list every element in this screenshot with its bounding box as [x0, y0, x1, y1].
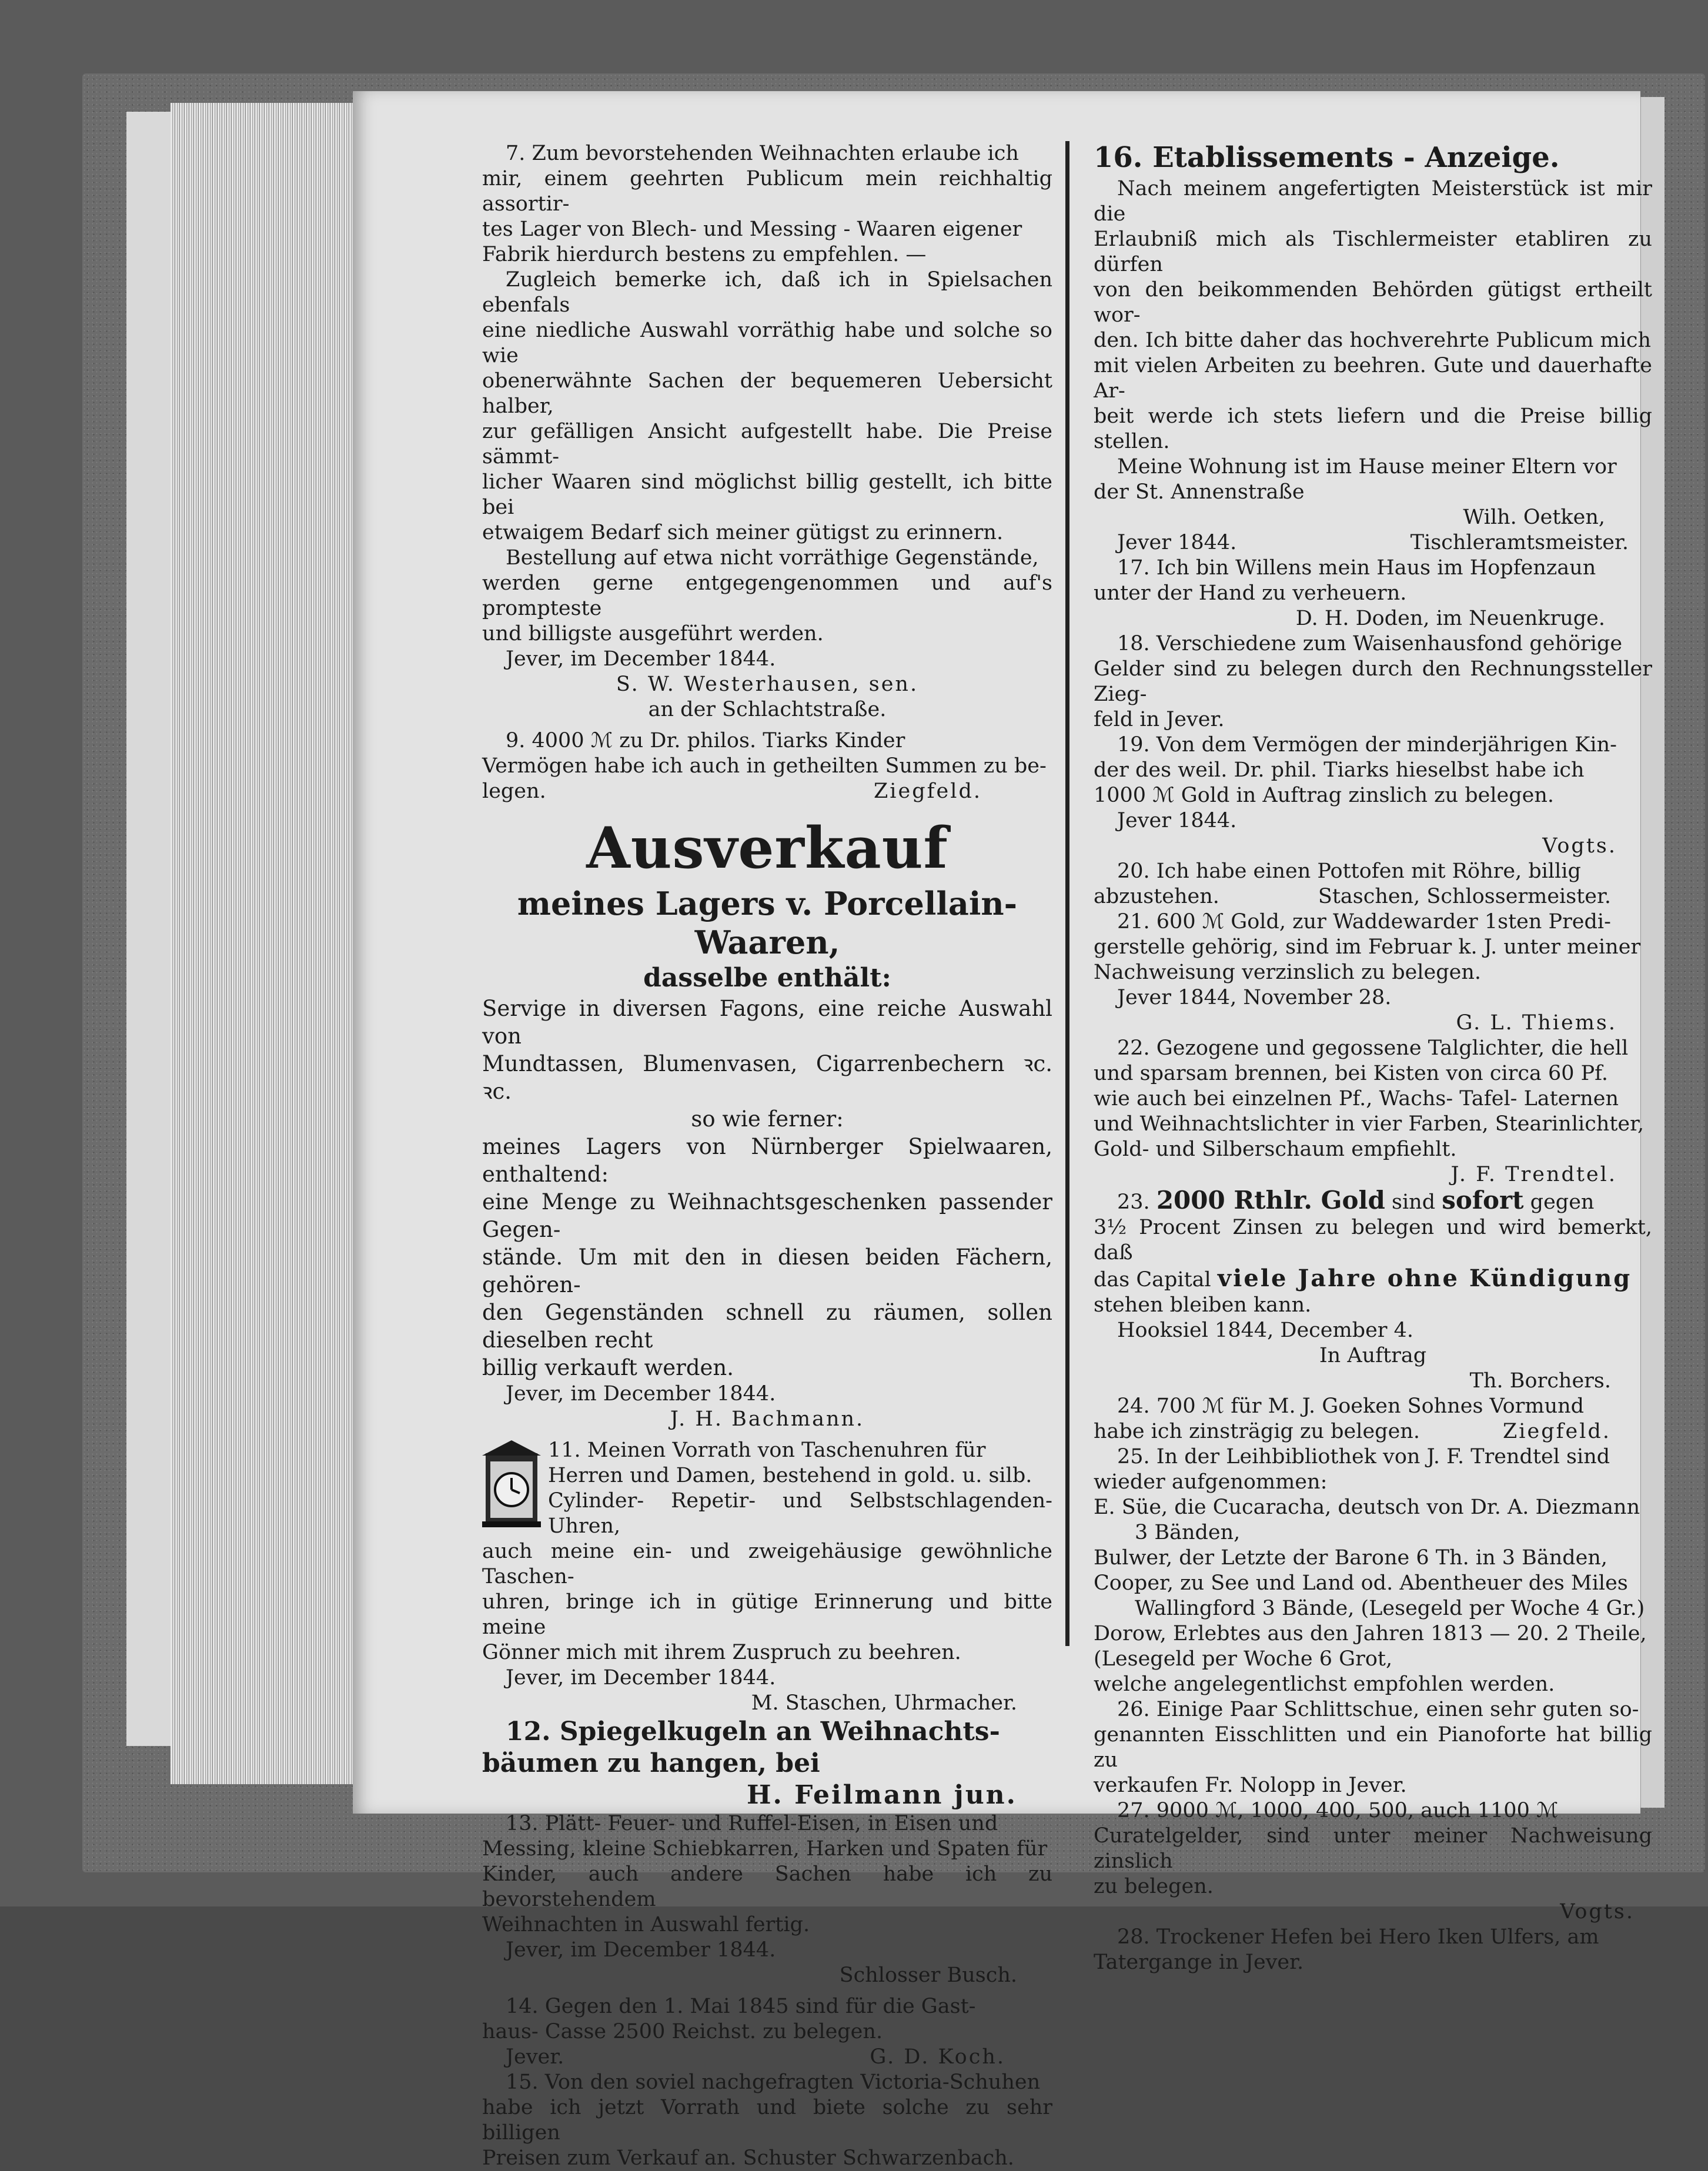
ad-text: 18. Verschiedene zum Waisenhausfond gehörige: [1117, 632, 1623, 655]
ad-24: [1094, 1394, 1652, 1444]
ad-text: zu belegen.: [1094, 1875, 1214, 1898]
ad-text: 17. Ich bin Willens mein Haus im Hopfenzaun: [1117, 556, 1596, 580]
ad-15: [482, 2070, 1052, 2171]
ad-text: von den beikommenden Behörden gütigst ertheilt wor-: [1094, 278, 1652, 327]
ad-signature: H. Feilmann jun.: [746, 1780, 1017, 1810]
ad-text: 1000 ℳ Gold in Auftrag zinslich zu belegen.: [1094, 784, 1555, 807]
right-column: [1094, 141, 1652, 1975]
ad-text: Bestellung auf etwa nicht vorräthige Gegenstände,: [506, 546, 1039, 570]
ad-text: Messing, kleine Schiebkarren, Harken und Spaten für: [482, 1837, 1048, 1861]
ad-text: 24. 700 ℳ für M. J. Goeken Sohnes Vormund: [1117, 1394, 1585, 1418]
ad-text: Jever 1844. Tischleramtsmeister.: [1094, 530, 1652, 556]
ad-text: und sparsam brennen, bei Kisten von circa 60 Pf.: [1094, 1062, 1609, 1085]
column-rule: [1065, 141, 1069, 1646]
ad-text: 20. Ich habe einen Pottofen mit Röhre, billig: [1117, 859, 1581, 883]
ad-text: 15. Von den soviel nachgefragten Victoria-Schuhen: [506, 2070, 1041, 2094]
ad-19: [1094, 732, 1652, 859]
ad-21: [1094, 909, 1652, 1036]
ad-text: licher Waaren sind möglichst billig gestellt, ich bitte bei: [482, 470, 1052, 519]
ad-text: 13. Plätt- Feuer- und Ruffel-Eisen, in Eisen und: [506, 1812, 998, 1835]
ad-text: welche angelegentlichst empfohlen werden.: [1094, 1672, 1555, 1696]
ad-text: den. Ich bitte daher das hochverehrte Publicum mich: [1094, 329, 1652, 352]
page-edges: [171, 103, 359, 1784]
ad-signature: Schlosser Busch.: [839, 1963, 1017, 1987]
ad-11: [482, 1438, 1052, 1716]
ad-text: Servige in diversen Fagons, eine reiche Auswahl von: [482, 996, 1052, 1049]
ad-date: Jever 1844, November 28.: [1117, 986, 1392, 1009]
ad-signature: Tischleramtsmeister.: [1410, 531, 1629, 554]
ad-text: In Auftrag: [1319, 1344, 1427, 1367]
ad-text: 25. In der Leihbibliothek von J. F. Trendtel sind: [1117, 1445, 1610, 1468]
ad-text: den Gegenständen schnell zu räumen, sollen dieselben recht: [482, 1300, 1052, 1353]
ad-signature: Wilh. Oetken,: [1463, 506, 1605, 529]
ad-text: 21. 600 ℳ Gold, zur Waddewarder 1sten Predi-: [1117, 910, 1611, 934]
ad-9: [482, 728, 1052, 804]
ad-text: Weihnachten in Auswahl fertig.: [482, 1913, 810, 1936]
ad-text: Tatergange in Jever.: [1094, 1951, 1304, 1974]
ad-signature: Th. Borchers.: [1469, 1369, 1611, 1393]
ad-text: habe ich zinsträgig zu belegen. Ziegfeld.: [1094, 1419, 1652, 1444]
ad-text: Zugleich bemerke ich, daß ich in Spielsachen ebenfals: [482, 268, 1052, 317]
ad-signature: G. D. Koch.: [870, 2045, 1005, 2069]
left-column: [482, 141, 1052, 2171]
ad-27: [1094, 1798, 1652, 1925]
ad-text: auch meine ein- und zweigehäusige gewöhnliche Taschen-: [482, 1540, 1052, 1588]
ad-date: Jever 1844.: [1117, 809, 1237, 832]
ad-text: Nach meinem angefertigten Meisterstück ist mir die: [1094, 177, 1652, 226]
ad-text: habe ich jetzt Vorrath und biete solche zu sehr billigen: [482, 2096, 1052, 2145]
ad-text: haus- Casse 2500 Reichst. zu belegen.: [482, 2020, 883, 2043]
ausverkauf-subtitle: meines Lagers v. Porcellain-Waaren,: [517, 885, 1018, 961]
ad-25: [1094, 1444, 1652, 1697]
ad-14: [482, 1994, 1052, 2070]
ad-text: Dorow, Erlebtes aus den Jahren 1813 — 20. 2 Theile,: [1094, 1622, 1647, 1645]
ad-17: [1094, 556, 1652, 631]
ad-text: werden gerne entgegengenommen und auf's prompteste: [482, 571, 1052, 620]
ad-20: [1094, 859, 1652, 909]
ad-text: 28. Trockener Hefen bei Hero Iken Ulfers, am: [1117, 1925, 1599, 1949]
ad-text: etwaigem Bedarf sich meiner gütigst zu erinnern.: [482, 521, 1004, 544]
ad-date: Hooksiel 1844, December 4.: [1117, 1319, 1414, 1342]
ad-7: [482, 141, 1052, 722]
ad-signature: an der Schlachtstraße.: [648, 698, 887, 721]
ad-ausverkauf: [482, 816, 1052, 1432]
ad-signature: D. H. Doden, im Neuenkruge.: [1295, 607, 1605, 630]
ad-text: legen. Ziegfeld.: [482, 779, 1052, 804]
ad-text: meines Lagers von Nürnberger Spielwaaren, enthaltend:: [482, 1134, 1052, 1187]
ad-text: uhren, bringe ich in gütige Erinnerung und bitte meine: [482, 1590, 1052, 1639]
ad-date: Jever, im December 1844.: [506, 1938, 776, 1962]
ad-text: Gönner mich mit ihrem Zuspruch zu beehren.: [482, 1641, 961, 1664]
ad-text: beit werde ich stets liefern und die Preise billig stellen.: [1094, 404, 1652, 453]
ad-signature: Staschen, Schlossermeister.: [1318, 885, 1611, 908]
ad-text: E. Süe, die Cucaracha, deutsch von Dr. A. Diezmann: [1094, 1496, 1640, 1519]
ad-13: [482, 1811, 1052, 1988]
ad-text: Fabrik hierdurch bestens zu empfehlen. —: [482, 243, 927, 266]
ad-text: 3 Bänden,: [1135, 1521, 1241, 1544]
ad-text: Preisen zum Verkauf an. Schuster Schwarzenbach.: [482, 2146, 1014, 2170]
ad-26: [1094, 1697, 1652, 1798]
ad-date: Jever, im December 1844.: [506, 1666, 776, 1690]
ad-text: Nachweisung verzinslich zu belegen.: [1094, 961, 1482, 984]
ad-date: Jever, im December 1844.: [506, 647, 776, 671]
ad-text: gerstelle gehörig, sind im Februar k. J. unter meiner: [1094, 935, 1641, 959]
ausverkauf-subtitle: dasselbe enthält:: [643, 963, 891, 993]
ad-signature: Ziegfeld.: [1502, 1420, 1611, 1443]
ad-text: mit vielen Arbeiten zu beehren. Gute und dauerhafte Ar-: [1094, 354, 1652, 403]
ad-text: das Capital viele Jahre ohne Kündigung: [1094, 1265, 1632, 1292]
ad-text: Herren und Damen, bestehend in gold. u. silb.: [548, 1464, 1032, 1487]
ad-text: Erlaubniß mich als Tischlermeister etabliren zu dürfen: [1094, 228, 1652, 276]
ad-text: 9. 4000 ℳ zu Dr. philos. Tiarks Kinder: [506, 729, 905, 752]
ad-text: 26. Einige Paar Schlittschue, einen sehr guten so-: [1117, 1698, 1639, 1721]
ad-text: Jever. G. D. Koch.: [482, 2045, 1052, 2070]
ad-text: 11. Meinen Vorrath von Taschenuhren für: [548, 1439, 986, 1462]
ad-text: Bulwer, der Letzte der Barone 6 Th. in 3 Bänden,: [1094, 1546, 1608, 1570]
ad-text: und Weihnachtslichter in vier Farben, Stearinlichter,: [1094, 1112, 1645, 1136]
ad-16: [1094, 141, 1652, 556]
ad-text: 23. 2000 Rthlr. Gold sind sofort gegen: [1117, 1186, 1595, 1215]
ad-text: 14. Gegen den 1. Mai 1845 sind für die Gast-: [506, 1995, 976, 2018]
ad-signature: S. W. Westerhausen, sen.: [616, 673, 919, 696]
ad-text: stände. Um mit den in diesen beiden Fächern, gehören-: [482, 1245, 1052, 1297]
ad-text: Mundtassen, Blumenvasen, Cigarrenbechern ꝛc. ꝛc.: [482, 1051, 1052, 1104]
ad-text: (Lesegeld per Woche 6 Grot,: [1094, 1647, 1393, 1671]
ad-text: stehen bleiben kann.: [1094, 1293, 1312, 1317]
ad-text: tes Lager von Blech- und Messing - Waaren eigener: [482, 218, 1022, 241]
ad-text: genannten Eisschlitten und ein Pianoforte hat billig zu: [1094, 1723, 1652, 1772]
ad-text: billig verkauft werden.: [482, 1355, 734, 1380]
ad-text: Cooper, zu See und Land od. Abentheuer des Miles: [1094, 1571, 1628, 1595]
ad-signature: J. H. Bachmann.: [670, 1407, 865, 1431]
ad-text: bäumen zu hangen, bei: [482, 1748, 820, 1778]
ad-signature: J. F. Trendtel.: [1450, 1163, 1617, 1186]
ad-signature: Vogts.: [1560, 1900, 1635, 1924]
ad-text: Gold- und Silberschaum empfiehlt.: [1094, 1138, 1457, 1161]
ad-heading: 16. Etablissements - Anzeige.: [1094, 141, 1560, 174]
ad-text: 7. Zum bevorstehenden Weihnachten erlaube ich: [506, 142, 1019, 165]
ad-signature: Vogts.: [1542, 834, 1617, 858]
ad-text: zur gefälligen Ansicht aufgestellt habe. Die Preise sämmt-: [482, 420, 1052, 469]
ad-text: wie auch bei einzelnen Pf., Wachs- Tafel- Laternen: [1094, 1087, 1619, 1110]
ad-text: Meine Wohnung ist im Hause meiner Eltern vor: [1117, 455, 1617, 479]
ad-date: Jever, im December 1844.: [506, 1382, 776, 1406]
ad-text: unter der Hand zu verheuern.: [1094, 581, 1407, 605]
ad-28: [1094, 1925, 1652, 1975]
ad-text: feld in Jever.: [1094, 708, 1225, 731]
ad-text: 3½ Procent Zinsen zu belegen und wird bemerkt, daß: [1094, 1216, 1652, 1265]
ad-text: 22. Gezogene und gegossene Talglichter, die hell: [1117, 1036, 1629, 1060]
ad-text: 12. Spiegelkugeln an Weihnachts-: [506, 1717, 1000, 1747]
ad-text: Cylinder- Repetir- und Selbstschlagenden-Uhren,: [548, 1489, 1052, 1538]
ad-text: 27. 9000 ℳ, 1000, 400, 500, auch 1100 ℳ: [1117, 1799, 1559, 1822]
ad-text: Vermögen habe ich auch in getheilten Summen zu be-: [482, 754, 1047, 778]
ad-text: mir, einem geehrten Publicum mein reichhaltig assortir-: [482, 167, 1052, 216]
ad-text: eine niedliche Auswahl vorräthig habe und solche so wie: [482, 319, 1052, 367]
ad-text: eine Menge zu Weihnachtsgeschenken passender Gegen-: [482, 1189, 1052, 1242]
clock-icon: [482, 1440, 541, 1527]
ad-text: verkaufen Fr. Nolopp in Jever.: [1094, 1774, 1407, 1797]
ad-text: Kinder, auch andere Sachen habe ich zu bevorstehendem: [482, 1862, 1052, 1911]
ad-text: wieder aufgenommen:: [1094, 1470, 1328, 1494]
ad-text: Curatelgelder, sind unter meiner Nachweisung zinslich: [1094, 1824, 1652, 1873]
ad-text: obenerwähnte Sachen der bequemeren Uebersicht halber,: [482, 369, 1052, 418]
ad-23: [1094, 1187, 1652, 1394]
ad-signature: G. L. Thiems.: [1456, 1011, 1617, 1035]
ad-text: Gelder sind zu belegen durch den Rechnungssteller Zieg-: [1094, 657, 1652, 706]
ad-signature: Ziegfeld.: [873, 780, 982, 803]
ad-text: und billigste ausgeführt werden.: [482, 622, 824, 645]
ad-text: der des weil. Dr. phil. Tiarks hieselbst habe ich: [1094, 758, 1585, 782]
ad-text: so wie ferner:: [691, 1106, 844, 1132]
ad-text: Wallingford 3 Bände, (Lesegeld per Woche 4 Gr.): [1135, 1597, 1645, 1620]
ad-signature: M. Staschen, Uhrmacher.: [751, 1691, 1017, 1715]
ad-22: [1094, 1036, 1652, 1187]
ad-12: [482, 1716, 1052, 1811]
ausverkauf-title: Ausverkauf: [586, 815, 948, 881]
ad-text: der St. Annenstraße: [1094, 480, 1305, 504]
ad-text: abzustehen. Staschen, Schlossermeister.: [1094, 884, 1652, 909]
ad-text: 19. Von dem Vermögen der minderjährigen Kin-: [1117, 733, 1617, 757]
ad-18: [1094, 631, 1652, 732]
